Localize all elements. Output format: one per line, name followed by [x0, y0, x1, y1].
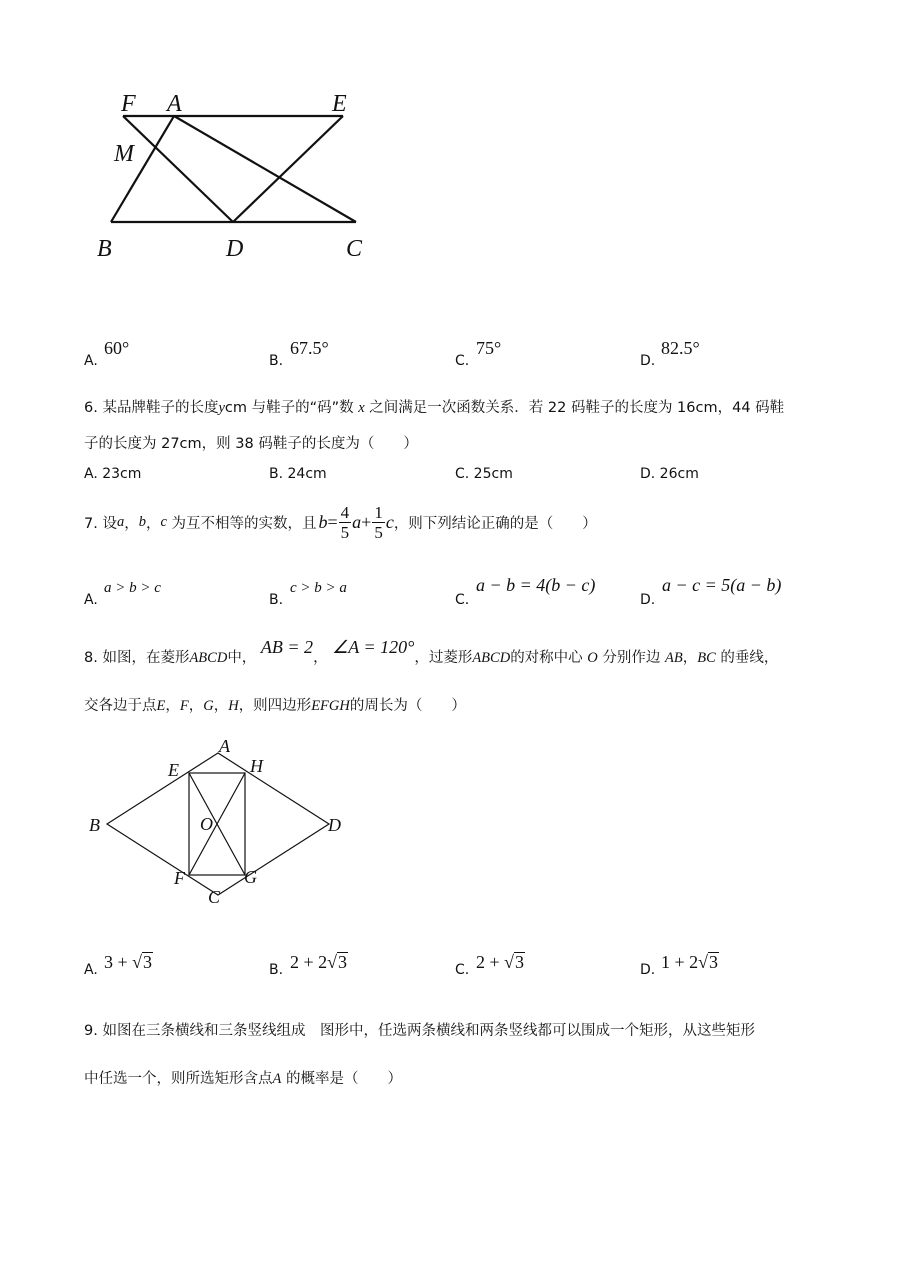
label-b: B — [97, 236, 112, 262]
label-e: E — [332, 91, 347, 117]
q5-option-c-value: 75° — [476, 338, 502, 358]
q7-option-a-value: a > b > c — [104, 580, 161, 596]
label-f: F — [174, 868, 185, 888]
rhombus-abcd — [107, 753, 329, 895]
label-e: E — [168, 760, 179, 780]
label-h: H — [250, 756, 263, 776]
q8-stem-line1: 8. 如图，在菱形ABCD中， AB = 2， ∠A = 120°，过菱形ABCD的对称中心 O 分别作边 AB，BC 的垂线， — [84, 637, 779, 666]
q6-option-b: B. 24cm — [269, 466, 327, 482]
label-g: G — [244, 867, 257, 887]
q5-option-b-letter: B. — [269, 353, 284, 369]
q9-stem-line2: 中任选一个，则所选矩形含点A 的概率是（ ） — [84, 1071, 402, 1087]
q5-option-b-value: 67.5° — [290, 338, 329, 358]
q7-option-b-letter: B. — [269, 592, 284, 608]
q7-equation: b = $\frac{4}{5}$ a + $\frac{1}{5}$ c — [318, 502, 394, 542]
q6-option-a: A. 23cm — [84, 466, 142, 482]
line-ab — [111, 116, 174, 222]
figure-parallelogram — [0, 0, 909, 300]
q6-stem-line2: 子的长度为 27cm，则 38 码鞋子的长度为（ ） — [84, 436, 418, 452]
q8-option-d-letter: D. — [640, 962, 656, 978]
label-m: M — [114, 141, 134, 167]
line-ac — [174, 116, 356, 222]
q6-option-c: C. 25cm — [455, 466, 513, 482]
q5-option-c-letter: C. — [455, 353, 470, 369]
q7-option-b-value: c > b > a — [290, 580, 347, 596]
label-f: F — [121, 91, 136, 117]
q8-option-b-value: 2 + 2√3 — [290, 952, 348, 972]
label-c: C — [208, 887, 221, 907]
q7-stem: 7. 设 a ， b ， c 为互不相等的实数，且 b = $\frac{4}{5}$ a + $\frac{1}{5}$ c ，则下列结论正确的是（ ） — [84, 502, 597, 542]
label-a: A — [167, 91, 182, 117]
label-a: A — [219, 736, 230, 756]
q7-option-a-letter: A. — [84, 592, 98, 608]
q7-option-c-letter: C. — [455, 592, 470, 608]
label-d: D — [328, 815, 341, 835]
label-c: C — [346, 236, 363, 262]
q8-option-c-letter: C. — [455, 962, 470, 978]
q8-option-b-letter: B. — [269, 962, 284, 978]
q5-option-a-letter: A. — [84, 353, 98, 369]
q7-option-d-value: a − c = 5(a − b) — [662, 575, 782, 595]
q6-option-d: D. 26cm — [640, 466, 699, 482]
line-de — [233, 116, 343, 222]
label-d: D — [226, 236, 244, 262]
q9-stem-line1: 9. 如图在三条横线和三条竖线组成 图形中，任选两条横线和两条竖线都可以围成一个矩形，从这些矩形 — [84, 1023, 755, 1039]
q5-option-a-value: 60° — [104, 338, 130, 358]
figure-rhombus — [0, 730, 909, 910]
q8-option-a-value: 3 + √3 — [104, 952, 153, 972]
label-o: O — [200, 814, 213, 834]
q8-stem-line2: 交各边于点E，F，G，H，则四边形EFGH的周长为（ ） — [84, 698, 466, 714]
q8-option-c-value: 2 + √3 — [476, 952, 525, 972]
q7-option-c-value: a − b = 4(b − c) — [476, 575, 596, 595]
q8-option-a-letter: A. — [84, 962, 98, 978]
line-fd — [123, 116, 233, 222]
q7-option-d-letter: D. — [640, 592, 656, 608]
q5-option-d-value: 82.5° — [661, 338, 700, 358]
q5-option-d-letter: D. — [640, 353, 656, 369]
q6-stem-line1: 6. 某品牌鞋子的长度ycm 与鞋子的“码”数 x 之间满足一次函数关系．若 22 码鞋子的长度为 16cm，44 码鞋 — [84, 400, 785, 416]
label-b: B — [89, 815, 100, 835]
q8-option-d-value: 1 + 2√3 — [661, 952, 719, 972]
